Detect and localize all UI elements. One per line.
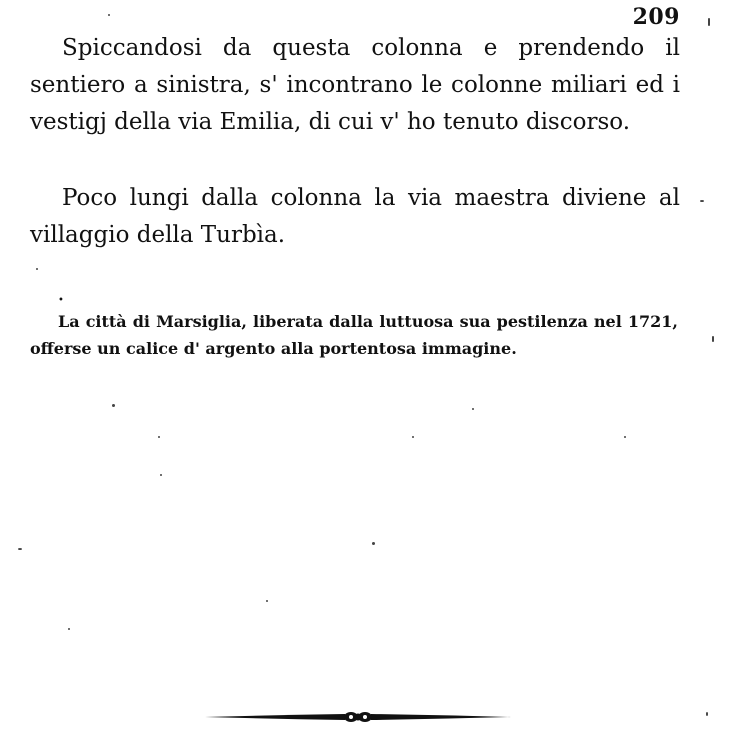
footnote-marker: • [58,295,64,306]
scan-speck [108,14,110,16]
scan-speck [18,548,22,550]
paragraph-2: Poco lungi dalla colonna la via maestra diviene al villaggio della Turbìa. [30,185,680,248]
scan-speck [472,408,474,410]
scan-speck [706,712,708,716]
scan-speck [700,200,704,202]
page-number: 209 [632,4,680,30]
scan-speck [708,18,710,26]
paragraph-1: Spiccandosi da questa colonna e prendendo il sentiero a sinistra, s' incontrano le colonne miliari ed i vestigj della via Emilia, di cui v' ho tenuto discorso. [30,35,680,135]
scan-speck [160,474,162,476]
tailpiece-ornament [205,706,511,728]
scan-speck [624,436,626,438]
scan-speck [412,436,414,438]
scan-speck [68,628,70,630]
scan-speck [372,542,375,545]
scan-speck [712,336,714,342]
scan-speck [266,600,268,602]
scan-speck [36,268,38,270]
scan-speck [112,404,115,407]
scan-speck [158,436,160,438]
footnote: La città di Marsiglia, liberata dalla luttuosa sua pestilenza nel 1721, offerse un calice d' argento alla portentosa immagine. [30,312,678,358]
